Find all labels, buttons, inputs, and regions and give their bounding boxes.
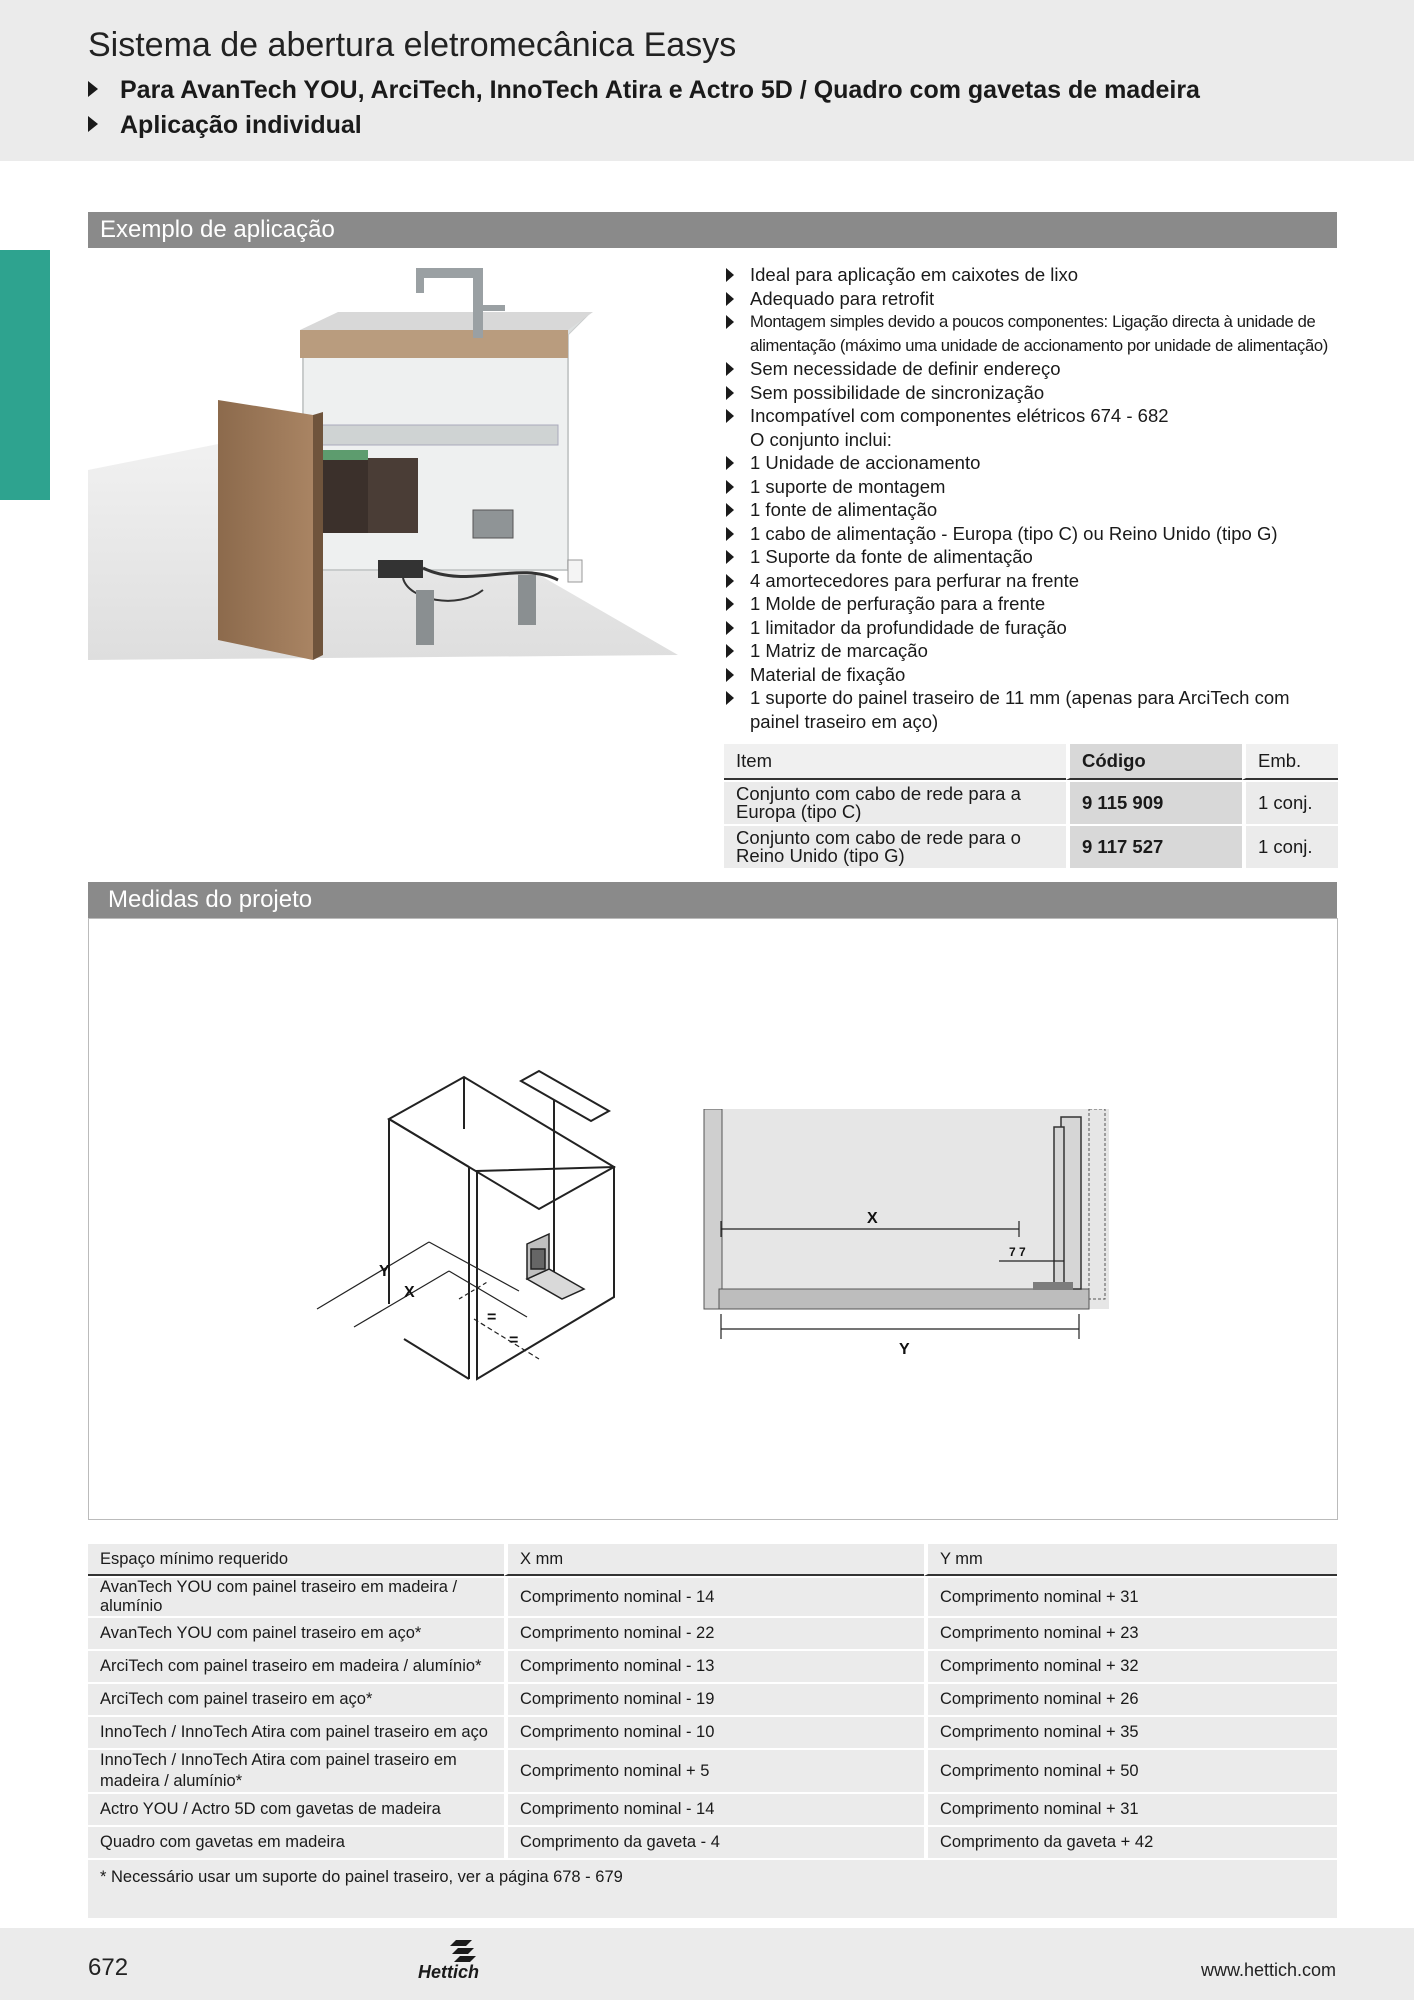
- product-table: [724, 744, 1338, 868]
- triangle-bullet-icon: [726, 292, 734, 306]
- section-heading-dimensions: Medidas do projeto: [88, 882, 1337, 918]
- col-header-y: Y mm: [924, 1544, 1337, 1576]
- col-header-pack: Emb.: [1242, 744, 1338, 780]
- feature-text: Montagem simples devido a poucos componentes: Ligação directa à unidade de alimentação (máximo uma unidade de accionamento por unidade de alimentação): [750, 312, 1328, 355]
- cell-y: Comprimento da gaveta + 42: [924, 1825, 1337, 1858]
- col-header-item: Item: [724, 744, 1066, 780]
- table-row: [88, 1715, 1337, 1748]
- subtitle-application: [88, 111, 362, 140]
- table-row: [88, 1576, 1337, 1616]
- triangle-bullet-icon: [726, 550, 734, 564]
- table-row: [88, 1748, 1337, 1792]
- cell-space: ArciTech com painel traseiro em aço*: [88, 1682, 504, 1715]
- triangle-bullet-icon: [726, 574, 734, 588]
- table-row: [88, 1682, 1337, 1715]
- feature-item: [724, 498, 1344, 522]
- page-title: Sistema de abertura eletromecânica Easys: [88, 26, 737, 64]
- cell-x: Comprimento nominal - 13: [504, 1649, 924, 1682]
- feature-subheading: [724, 428, 1344, 452]
- dim-label-y: Y: [379, 1263, 390, 1280]
- table-row: [724, 824, 1338, 868]
- cell-y: Comprimento nominal + 23: [924, 1616, 1337, 1649]
- feature-text: 1 suporte de montagem: [750, 475, 946, 497]
- table-row: [88, 1616, 1337, 1649]
- cell-code: 9 115 909: [1066, 780, 1242, 824]
- application-photo: [88, 260, 678, 660]
- feature-item: [724, 545, 1344, 569]
- cell-y: Comprimento nominal + 35: [924, 1715, 1337, 1748]
- feature-item: [724, 522, 1344, 546]
- cell-y: Comprimento nominal + 50: [924, 1748, 1337, 1792]
- dimensions-table-header: [88, 1544, 1337, 1576]
- feature-text: 1 Unidade de accionamento: [750, 452, 981, 473]
- feature-text: Ideal para aplicação em caixotes de lixo: [750, 264, 1079, 285]
- feature-text: Sem necessidade de definir endereço: [750, 358, 1061, 379]
- triangle-bullet-icon: [726, 691, 734, 705]
- feature-list: [724, 263, 1344, 733]
- feature-text: O conjunto inclui:: [750, 428, 892, 450]
- footnote: * Necessário usar um suporte do painel traseiro, ver a página 678 - 679: [88, 1858, 1337, 1918]
- feature-item: [724, 569, 1344, 593]
- feature-item: [724, 451, 1344, 475]
- dimension-drawing-panel: [88, 918, 1338, 1520]
- triangle-bullet-icon: [726, 268, 734, 282]
- triangle-bullet-icon: [726, 621, 734, 635]
- cell-x: Comprimento nominal - 19: [504, 1682, 924, 1715]
- feature-text: 1 Matriz de marcação: [750, 640, 928, 661]
- hettich-logo: [418, 1938, 488, 1982]
- cell-y: Comprimento nominal + 31: [924, 1792, 1337, 1825]
- dimensions-table: [88, 1544, 1337, 1918]
- feature-text: 1 fonte de alimentação: [750, 499, 938, 520]
- cell-x: Comprimento nominal + 5: [504, 1748, 924, 1792]
- side-section-drawing: [699, 1109, 1119, 1369]
- feature-item: [724, 686, 1344, 733]
- triangle-bullet-icon: [726, 597, 734, 611]
- triangle-bullet-icon: [726, 315, 734, 329]
- col-header-x: X mm: [504, 1544, 924, 1576]
- triangle-bullet-icon: [726, 456, 734, 470]
- triangle-bullet-icon: [726, 527, 734, 541]
- feature-text: Material de fixação: [750, 663, 906, 685]
- feature-item: [724, 663, 1344, 687]
- feature-item: [724, 616, 1344, 640]
- cell-pack: 1 conj.: [1242, 780, 1338, 824]
- dim-label-equal: =: [509, 1332, 519, 1349]
- table-row: [724, 780, 1338, 824]
- feature-item: [724, 404, 1344, 428]
- product-table-header: [724, 744, 1338, 780]
- feature-item: [724, 263, 1344, 287]
- triangle-bullet-icon: [726, 409, 734, 423]
- cell-y: Comprimento nominal + 31: [924, 1576, 1337, 1616]
- dim-label-gap: 7: [1009, 1245, 1016, 1259]
- feature-text: 1 cabo de alimentação - Europa (tipo C) ou Reino Unido (tipo G): [750, 522, 1278, 544]
- feature-item: [724, 381, 1344, 405]
- dim-label-gap: 7: [1019, 1245, 1026, 1259]
- cell-space: Quadro com gavetas em madeira: [88, 1825, 504, 1858]
- cell-y: Comprimento nominal + 32: [924, 1649, 1337, 1682]
- subtitle-application-text: Aplicação individual: [120, 111, 362, 139]
- brand-name: Hettich: [418, 1962, 480, 1982]
- table-row: [88, 1649, 1337, 1682]
- col-header-space: Espaço mínimo requerido: [88, 1544, 504, 1576]
- cell-x: Comprimento da gaveta - 4: [504, 1825, 924, 1858]
- table-row: [88, 1792, 1337, 1825]
- isometric-cabinet-drawing: [309, 1059, 649, 1399]
- cell-x: Comprimento nominal - 10: [504, 1715, 924, 1748]
- feature-item: [724, 357, 1344, 381]
- cell-space: InnoTech / InnoTech Atira com painel traseiro em madeira / alumínio*: [88, 1748, 504, 1792]
- feature-text: Sem possibilidade de sincronização: [750, 381, 1045, 403]
- cell-item: Conjunto com cabo de rede para o Reino Unido (tipo G): [724, 824, 1066, 868]
- feature-item: [724, 475, 1344, 499]
- cell-y: Comprimento nominal + 26: [924, 1682, 1337, 1715]
- feature-text: Incompatível com componentes elétricos 674 - 682: [750, 405, 1169, 426]
- dim-label-y: Y: [899, 1341, 910, 1358]
- cell-item: Conjunto com cabo de rede para a Europa (tipo C): [724, 780, 1066, 824]
- triangle-bullet-icon: [726, 386, 734, 400]
- feature-text: 1 suporte do painel traseiro de 11 mm (apenas para ArciTech com painel traseiro em aço): [750, 687, 1290, 732]
- cell-space: AvanTech YOU com painel traseiro em aço*: [88, 1616, 504, 1649]
- subtitle-products: [88, 76, 1200, 105]
- triangle-bullet-icon: [88, 81, 98, 97]
- cell-space: InnoTech / InnoTech Atira com painel traseiro em aço: [88, 1715, 504, 1748]
- cell-x: Comprimento nominal - 14: [504, 1792, 924, 1825]
- feature-text: 1 Molde de perfuração para a frente: [750, 593, 1046, 614]
- cell-space: Actro YOU / Actro 5D com gavetas de madeira: [88, 1792, 504, 1825]
- feature-text: 1 limitador da profundidade de furação: [750, 616, 1067, 638]
- cell-code: 9 117 527: [1066, 824, 1242, 868]
- page-number: 672: [88, 1954, 129, 1981]
- cell-x: Comprimento nominal - 22: [504, 1616, 924, 1649]
- website-link[interactable]: www.hettich.com: [1200, 1960, 1336, 1980]
- section-heading-application: Exemplo de aplicação: [88, 212, 1337, 248]
- triangle-bullet-icon: [726, 503, 734, 517]
- cell-x: Comprimento nominal - 14: [504, 1576, 924, 1616]
- feature-item: [724, 287, 1344, 311]
- table-row: [88, 1825, 1337, 1858]
- feature-text: 4 amortecedores para perfurar na frente: [750, 569, 1080, 591]
- triangle-bullet-icon: [726, 362, 734, 376]
- chapter-tab: [0, 250, 50, 500]
- triangle-bullet-icon: [726, 668, 734, 682]
- feature-text: 1 Suporte da fonte de alimentação: [750, 546, 1033, 567]
- table-footnote-row: [88, 1858, 1337, 1918]
- triangle-bullet-icon: [726, 480, 734, 494]
- triangle-bullet-icon: [726, 644, 734, 658]
- cell-space: ArciTech com painel traseiro em madeira / alumínio*: [88, 1649, 504, 1682]
- subtitle-products-text: Para AvanTech YOU, ArciTech, InnoTech Atira e Actro 5D / Quadro com gavetas de madeira: [120, 76, 1200, 104]
- feature-text: Adequado para retrofit: [750, 287, 935, 309]
- cell-pack: 1 conj.: [1242, 824, 1338, 868]
- cell-space: AvanTech YOU com painel traseiro em madeira / alumínio: [88, 1576, 504, 1616]
- dim-label-x: X: [404, 1284, 415, 1301]
- feature-item: [724, 639, 1344, 663]
- feature-item: [724, 310, 1344, 357]
- triangle-bullet-icon: [88, 116, 98, 132]
- dim-label-x: X: [867, 1210, 878, 1227]
- col-header-code: Código: [1066, 744, 1242, 780]
- dim-label-equal: =: [487, 1309, 497, 1326]
- feature-item: [724, 592, 1344, 616]
